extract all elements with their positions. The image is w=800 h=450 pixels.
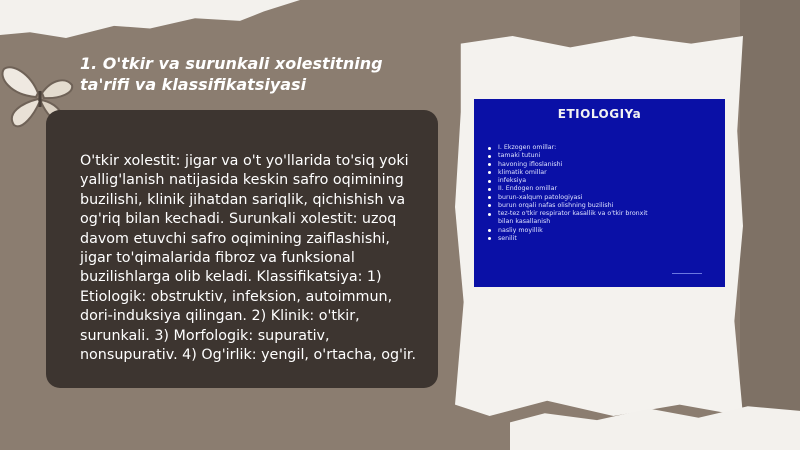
list-item: senilit	[488, 235, 648, 243]
slide-title	[80, 53, 440, 95]
list-item: nasliy moyillik	[488, 227, 648, 235]
bullet-icon	[488, 163, 491, 166]
bullet-icon	[488, 204, 491, 207]
bullet-icon	[488, 188, 491, 191]
bullet-icon	[488, 180, 491, 183]
torn-paper-bottom	[510, 404, 800, 450]
list-item: I. Ekzogen omillar:	[488, 144, 648, 152]
bullet-icon	[488, 213, 491, 216]
background-strip	[740, 0, 800, 450]
list-item: havoning ifloslanishi	[488, 161, 648, 169]
body-text: O'tkir xolestit: jigar va o't yo'llarida to'siq yoki yallig'lanish natijasida keskin safro oqimining buzilishi, klinik jihatdan sariqlik, qichishish va og'riq bilan kechadi. Surunkali xolestit: uzoq davom etuvchi safro oqimining zaiflashishi, jigar to'qimalarida fibroz va funksional buzilishlarga olib keladi. Klassifikatsiya: 1) Etiologik: obstruktiv, infeksion, autoimmun, dori-induksiya qilingan. 2) Klinik: o'tkir, surunkali. 3) Morfologik: supurativ, nonsupurativ. 4) Og'irlik: yengil, o'rtacha, og'ir.	[80, 153, 417, 364]
etiology-title: ETIOLOGIYa	[557, 107, 642, 121]
bullet-icon	[488, 196, 491, 199]
bullet-icon	[488, 237, 491, 240]
torn-paper-top-left	[0, 0, 300, 38]
list-item: burun orqali nafas olishning buzilishi	[488, 202, 648, 210]
list-item: tez-tez o'tkir respirator kasallik va o'tkir bronxit	[488, 210, 648, 218]
slide-title-line-1: 1. O'tkir va surunkali xolestitning	[80, 54, 383, 73]
list-item: klimatik omillar	[488, 169, 648, 177]
bullet-icon	[488, 155, 491, 158]
etiology-slide-image	[474, 99, 725, 287]
bullet-icon	[488, 171, 491, 174]
list-item: II. Endogen omillar	[488, 185, 648, 193]
bullet-icon	[488, 147, 491, 150]
etiology-list	[488, 144, 648, 243]
list-item: burun-xalqum patologiyasi	[488, 194, 648, 202]
bullet-icon	[488, 229, 491, 232]
slide-title-line-2: ta'rifi va klassifikatsiyasi	[80, 75, 307, 94]
list-item: infeksiya	[488, 177, 648, 185]
etiology-footer-line	[672, 273, 702, 274]
list-item: tamaki tutuni	[488, 152, 648, 160]
list-item: bilan kasallanish	[498, 218, 551, 226]
